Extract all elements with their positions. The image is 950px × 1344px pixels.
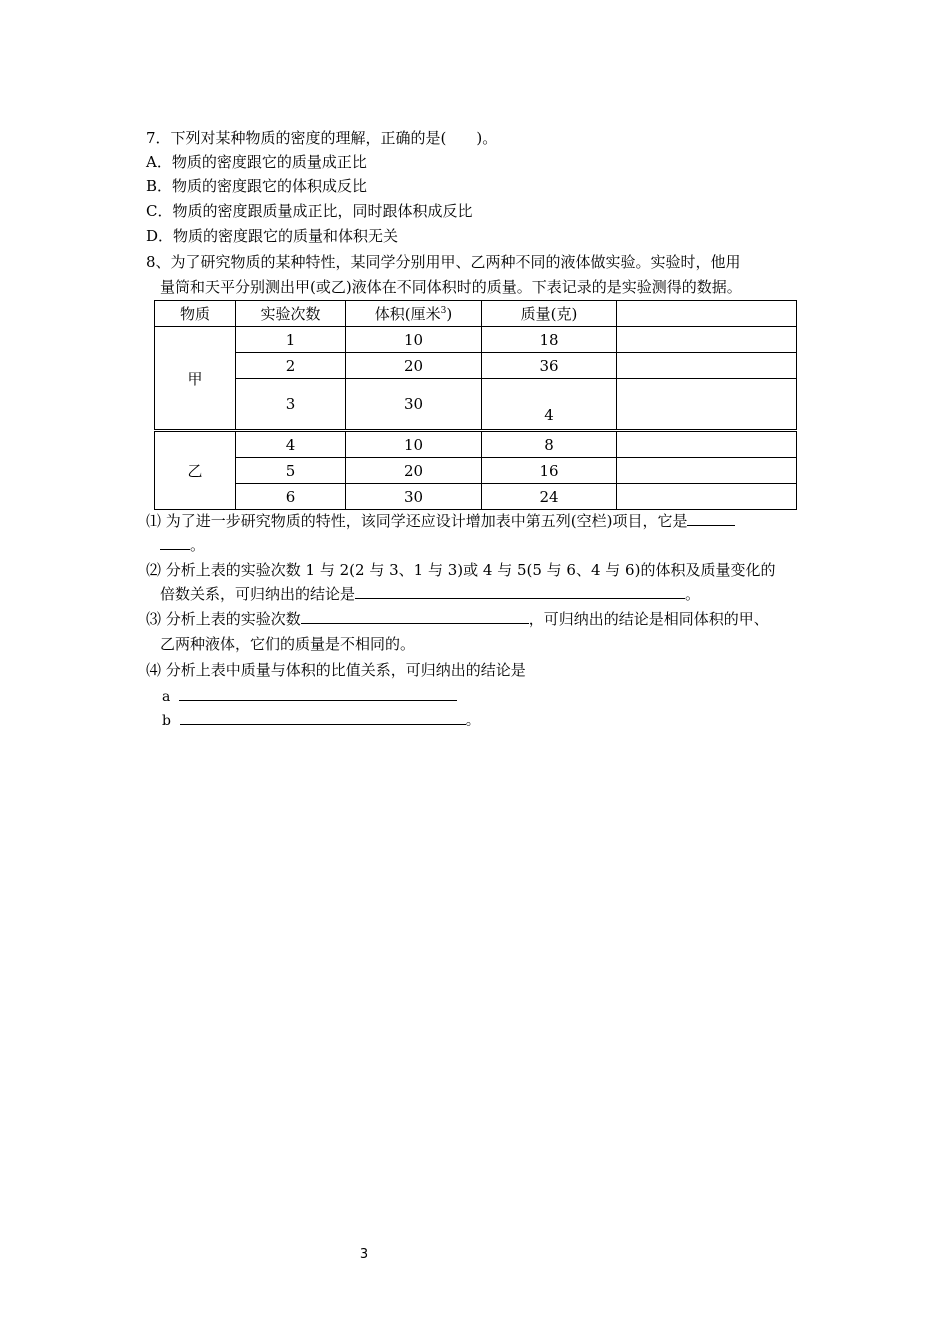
trial-cell: 1 [236, 327, 346, 353]
q8-sub1-line2 [160, 535, 205, 555]
q8-sub3-text-b: ，可归纳出的结论是相同体积的甲、 [528, 610, 769, 628]
q8-sub1-text: ⑴ 为了进一步研究物质的特性，该同学还应设计增加表中第五列(空栏)项目，它是 [146, 512, 688, 530]
header-volume-sup: 3 [440, 306, 447, 316]
table-header-row [155, 301, 797, 327]
q7-stem: 7．下列对某种物质的密度的理解，正确的是( )。 [146, 129, 498, 147]
q8-sub2-line1: ⑵ 分析上表的实验次数 1 与 2(2 与 3、1 与 3)或 4 与 5(5 与 6、4 与 6)的体积及质量变化的 [146, 561, 776, 579]
blank-cell [617, 379, 797, 431]
page-number: 3 [359, 1247, 369, 1262]
mass-cell: 16 [482, 458, 617, 484]
q8-sub1-answer-blank[interactable] [687, 511, 735, 526]
q8-sub3-text-a: ⑶ 分析上表的实验次数 [146, 610, 301, 628]
trial-cell: 3 [236, 379, 346, 431]
table-row [155, 458, 797, 484]
q8-sub4-b-blank[interactable] [180, 710, 466, 725]
q8-sub2-line2 [160, 584, 700, 604]
q8-sub2-end: 。 [685, 585, 701, 603]
volume-cell: 30 [346, 379, 482, 431]
trial-cell: 2 [236, 353, 346, 379]
blank-cell [617, 431, 797, 458]
q8-sub1-answer-blank-cont[interactable] [160, 535, 190, 550]
header-mass: 质量(克) [482, 301, 617, 327]
trial-cell: 6 [236, 484, 346, 510]
mass-cell: 36 [482, 353, 617, 379]
q8-sub2-answer-blank[interactable] [355, 584, 685, 599]
q8-sub1-line1 [146, 511, 735, 531]
table-row [155, 431, 797, 458]
q8-stem-line1: 8、为了研究物质的某种特性，某同学分别用甲、乙两种不同的液体做实验。实验时，他用 [146, 253, 741, 271]
table-row [155, 327, 797, 353]
volume-cell: 20 [346, 458, 482, 484]
header-trial: 实验次数 [236, 301, 346, 327]
q8-sub2-text: 倍数关系，可归纳出的结论是 [160, 585, 356, 603]
q8-stem-line2: 量筒和天平分别测出甲(或乙)液体在不同体积时的质量。下表记录的是实验测得的数据。 [160, 278, 742, 296]
blank-cell [617, 458, 797, 484]
q7-option-b: B．物质的密度跟它的体积成反比 [146, 177, 368, 195]
q8-sub4-b [162, 710, 480, 731]
q8-sub4-b-label: b [162, 713, 171, 729]
q7-option-c: C．物质的密度跟质量成正比，同时跟体积成反比 [146, 202, 473, 220]
volume-cell: 10 [346, 327, 482, 353]
q8-sub3-line1 [146, 609, 769, 629]
trial-cell: 5 [236, 458, 346, 484]
volume-cell: 10 [346, 431, 482, 458]
q8-sub4-a-label: a [162, 689, 171, 705]
table-row [155, 353, 797, 379]
substance-cell: 乙 [155, 431, 236, 510]
volume-cell: 30 [346, 484, 482, 510]
mass-cell: 8 [482, 431, 617, 458]
q8-sub1-end: 。 [190, 536, 206, 554]
blank-cell [617, 353, 797, 379]
trial-cell: 4 [236, 431, 346, 458]
volume-cell: 20 [346, 353, 482, 379]
mass-cell [482, 379, 617, 431]
header-substance: 物质 [155, 301, 236, 327]
q8-sub4-line1: ⑷ 分析上表中质量与体积的比值关系，可归纳出的结论是 [146, 661, 526, 679]
mass-cell: 24 [482, 484, 617, 510]
table-row [155, 379, 797, 431]
blank-cell [617, 484, 797, 510]
header-blank [617, 301, 797, 327]
table-row [155, 484, 797, 510]
q7-option-a: A．物质的密度跟它的质量成正比 [146, 153, 367, 171]
q8-sub3-line2: 乙两种液体，它们的质量是不相同的。 [160, 635, 416, 653]
q8-sub4-a-blank[interactable] [179, 686, 457, 701]
q8-sub3-answer-blank[interactable] [301, 609, 529, 624]
header-volume: 体积(厘米$^3$) [346, 301, 482, 327]
mass-value: 4 [544, 406, 554, 424]
header-volume-text: 体积(厘米 [374, 305, 441, 323]
substance-cell: 甲 [155, 327, 236, 431]
q8-sub4-b-end: 。 [465, 713, 480, 729]
experiment-table [154, 300, 797, 510]
q7-option-d: D．物质的密度跟它的质量和体积无关 [146, 227, 399, 245]
mass-cell: 18 [482, 327, 617, 353]
blank-cell [617, 327, 797, 353]
q8-sub4-a [162, 686, 457, 707]
